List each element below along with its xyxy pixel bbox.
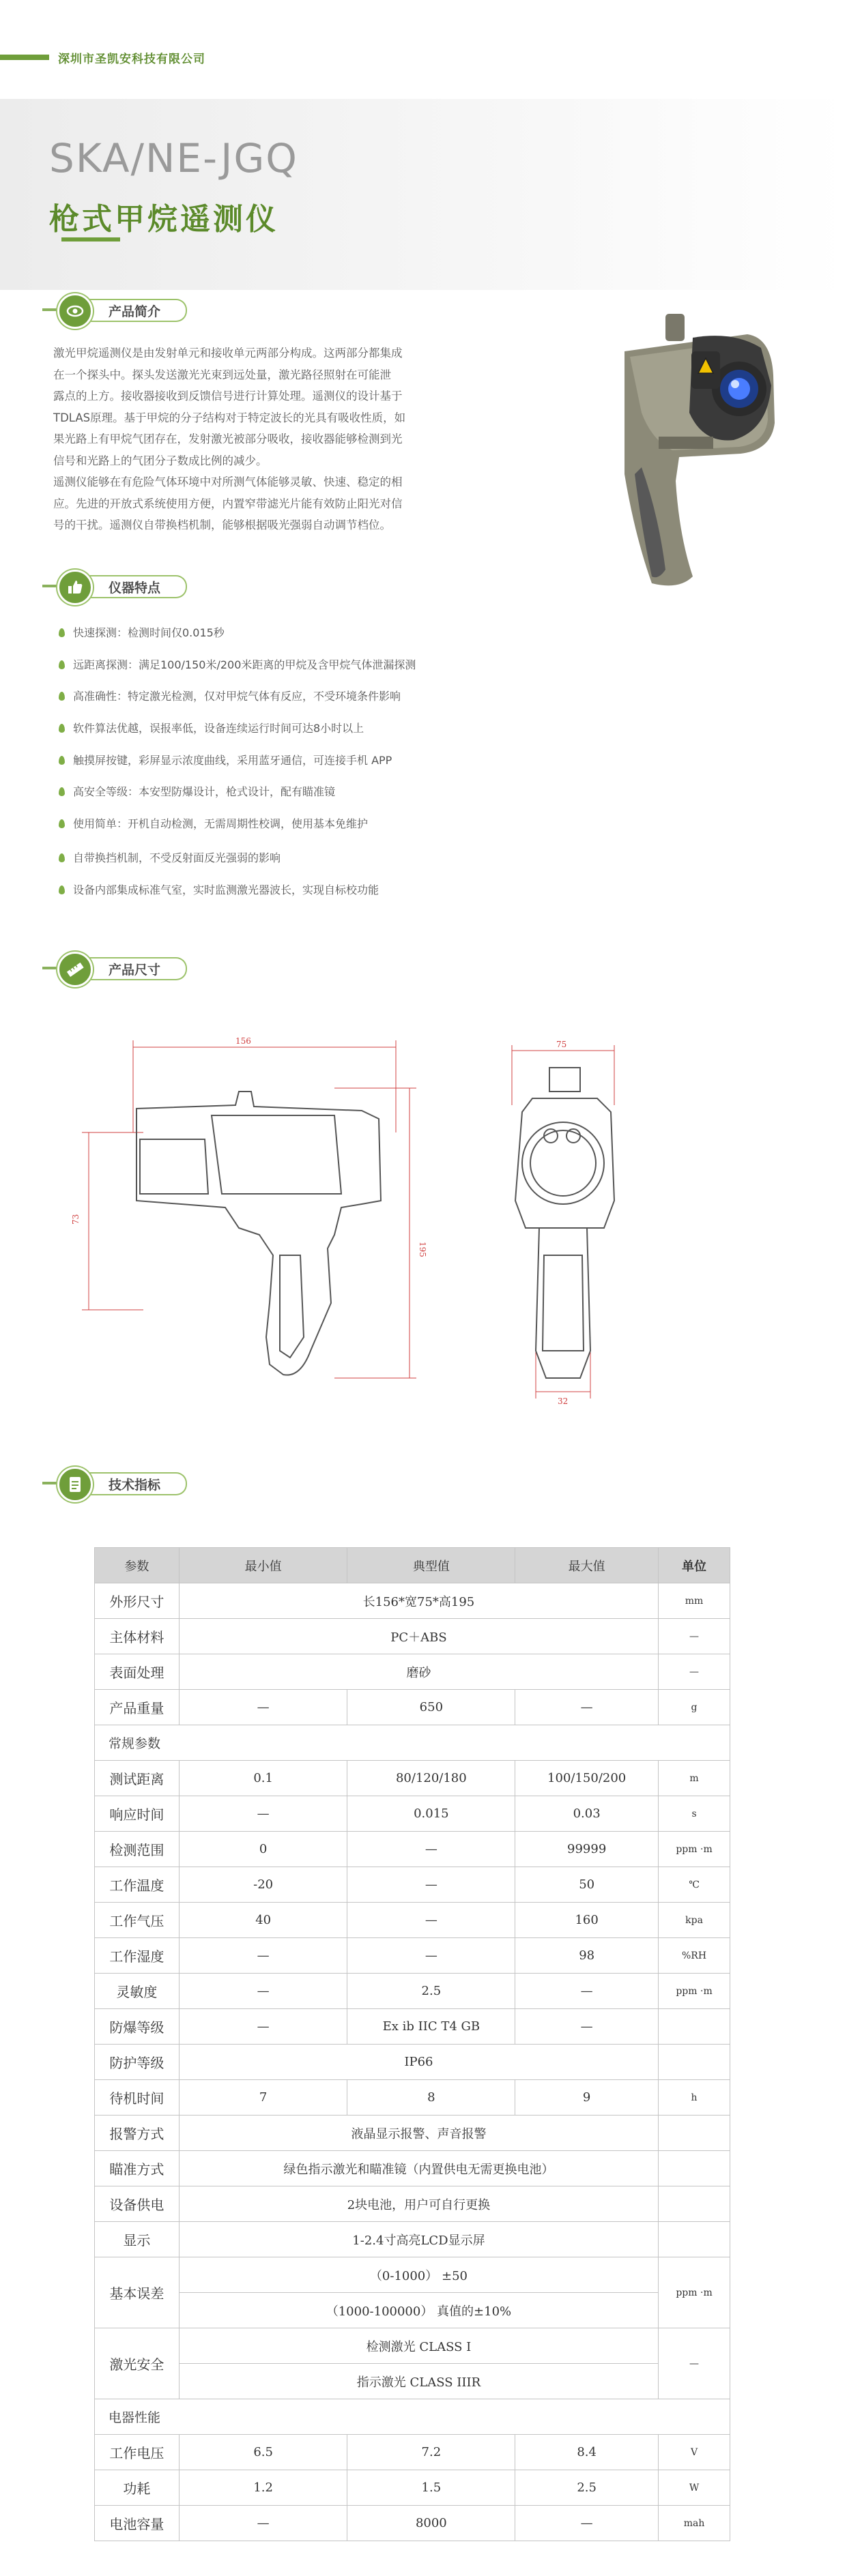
param-name: 报警方式 bbox=[95, 2116, 180, 2151]
table-row bbox=[95, 2364, 730, 2399]
param-name: 工作湿度 bbox=[95, 1938, 180, 1974]
product-title: 枪式甲烷遥测仪 bbox=[49, 202, 278, 237]
leaf-bullet-icon bbox=[59, 819, 65, 828]
table-row bbox=[95, 2399, 730, 2435]
max-value: 2.5 bbox=[515, 2470, 659, 2506]
model-number: SKA/NE-JGQ bbox=[49, 135, 298, 181]
typ-value: 7.2 bbox=[347, 2435, 515, 2470]
param-name: 灵敏度 bbox=[95, 1974, 180, 2009]
min-value: 7 bbox=[179, 2080, 347, 2116]
feature-item bbox=[59, 815, 368, 831]
feature-text: 触摸屏按键，彩屏显示浓度曲线，采用蓝牙通信，可连接手机 APP bbox=[73, 754, 392, 767]
param-value: 长156*宽75*高195 bbox=[179, 1583, 658, 1619]
unit-cell: kpa bbox=[659, 1903, 730, 1938]
table-row bbox=[95, 1974, 730, 2009]
typ-value: 80/120/180 bbox=[347, 1761, 515, 1796]
section-heading-size bbox=[42, 952, 199, 984]
min-value: 6.5 bbox=[179, 2435, 347, 2470]
unit-cell: ppm ·m bbox=[659, 1974, 730, 2009]
intro-line: 在一个探头中。探头发送激光光束到远处量，激光路径照射在可能泄 bbox=[53, 368, 391, 381]
intro-line: 遥测仪能够在有危险气体环境中对所测气体能够灵敏、快速、稳定的相 bbox=[53, 475, 403, 488]
table-row bbox=[95, 2151, 730, 2186]
table-row bbox=[95, 2470, 730, 2506]
dimension-grip-width: 32 bbox=[558, 1396, 569, 1406]
table-row bbox=[95, 2116, 730, 2151]
min-value: — bbox=[179, 1796, 347, 1832]
unit-cell: — bbox=[659, 2328, 730, 2399]
max-value: — bbox=[515, 1974, 659, 2009]
min-value: — bbox=[179, 2506, 347, 2541]
table-row bbox=[95, 1583, 730, 1619]
unit-cell bbox=[659, 2186, 730, 2222]
header-param: 参数 bbox=[95, 1548, 180, 1583]
intro-line: 应。先进的开放式系统使用方便，内置窄带滤光片能有效防止阳光对信 bbox=[53, 497, 403, 510]
param-name: 产品重量 bbox=[95, 1690, 180, 1725]
feature-item bbox=[59, 720, 364, 735]
header-min: 最小值 bbox=[179, 1548, 347, 1583]
param-name: 激光安全 bbox=[95, 2328, 180, 2399]
table-row bbox=[95, 2506, 730, 2541]
table-row bbox=[95, 2435, 730, 2470]
table-row bbox=[95, 2293, 730, 2328]
param-name: 检测范围 bbox=[95, 1832, 180, 1867]
section-title: 产品简介 bbox=[108, 304, 160, 319]
typ-value: 8 bbox=[347, 2080, 515, 2116]
unit-cell bbox=[659, 2222, 730, 2257]
max-value: 98 bbox=[515, 1938, 659, 1974]
leaf-bullet-icon bbox=[59, 886, 65, 894]
header-max: 最大值 bbox=[515, 1548, 659, 1583]
feature-item bbox=[59, 881, 379, 897]
param-name: 功耗 bbox=[95, 2470, 180, 2506]
typ-value: 1.5 bbox=[347, 2470, 515, 2506]
feature-item bbox=[59, 688, 401, 703]
spec-table bbox=[94, 1547, 730, 2541]
param-name: 外形尺寸 bbox=[95, 1583, 180, 1619]
param-name: 显示 bbox=[95, 2222, 180, 2257]
typ-value: Ex ib IIC T4 GB bbox=[347, 2009, 515, 2045]
typ-value: — bbox=[347, 1832, 515, 1867]
table-row bbox=[95, 1690, 730, 1725]
table-row bbox=[95, 2009, 730, 2045]
min-value: — bbox=[179, 1974, 347, 2009]
max-value: 99999 bbox=[515, 1832, 659, 1867]
front-view-drawing bbox=[502, 1030, 638, 1412]
min-value: — bbox=[179, 1938, 347, 1974]
feature-item bbox=[59, 752, 392, 767]
subsection-title: 常规参数 bbox=[95, 1725, 730, 1761]
intro-line: 号的干扰。遥测仪自带换档机制，能够根据吸光强弱自动调节档位。 bbox=[53, 518, 391, 531]
typ-value: — bbox=[347, 1867, 515, 1903]
min-value: — bbox=[179, 2009, 347, 2045]
unit-cell bbox=[659, 2151, 730, 2186]
unit-cell: mah bbox=[659, 2506, 730, 2541]
section-title: 技术指标 bbox=[108, 1478, 160, 1493]
side-view-drawing bbox=[71, 1030, 457, 1412]
section-title: 仪器特点 bbox=[108, 581, 160, 596]
intro-text bbox=[53, 342, 470, 536]
min-value: -20 bbox=[179, 1867, 347, 1903]
table-row bbox=[95, 2186, 730, 2222]
unit-cell bbox=[659, 2009, 730, 2045]
param-value: 绿色指示激光和瞄准镜（内置供电无需更换电池） bbox=[179, 2151, 658, 2186]
unit-cell bbox=[659, 2045, 730, 2080]
param-name: 表面处理 bbox=[95, 1654, 180, 1690]
unit-cell: h bbox=[659, 2080, 730, 2116]
dimension-grip: 73 bbox=[71, 1214, 81, 1225]
table-row bbox=[95, 2045, 730, 2080]
header-unit: 单位 bbox=[659, 1548, 730, 1583]
param-name: 基本误差 bbox=[95, 2257, 180, 2328]
param-value: 指示激光 CLASS IIIR bbox=[179, 2364, 658, 2399]
unit-cell: ppm ·m bbox=[659, 1832, 730, 1867]
table-row bbox=[95, 1654, 730, 1690]
leaf-bullet-icon bbox=[59, 756, 65, 765]
feature-text: 远距离探测：满足100/150米/200米距离的甲烷及含甲烷气体泄漏探测 bbox=[73, 658, 416, 671]
param-value: （1000-100000） 真值的±10% bbox=[179, 2293, 658, 2328]
intro-line: TDLAS原理。基于甲烷的分子结构对于特定波长的光具有吸收性质，如 bbox=[53, 411, 406, 424]
table-row bbox=[95, 1938, 730, 1974]
dimension-length: 156 bbox=[235, 1036, 251, 1046]
param-value: （0-1000） ±50 bbox=[179, 2257, 658, 2293]
feature-item bbox=[59, 656, 416, 672]
typ-value: 2.5 bbox=[347, 1974, 515, 2009]
feature-text: 高安全等级：本安型防爆设计，枪式设计，配有瞄准镜 bbox=[73, 785, 336, 798]
leaf-bullet-icon bbox=[59, 853, 65, 862]
company-name: 深圳市圣凯安科技有限公司 bbox=[58, 53, 205, 66]
table-row bbox=[95, 1867, 730, 1903]
feature-item bbox=[59, 624, 225, 640]
unit-cell: — bbox=[659, 1654, 730, 1690]
param-value: PC＋ABS bbox=[179, 1619, 658, 1654]
max-value: — bbox=[515, 2009, 659, 2045]
param-value: 检测激光 CLASS I bbox=[179, 2328, 658, 2364]
document-icon bbox=[65, 1474, 85, 1495]
table-row bbox=[95, 1725, 730, 1761]
feature-text: 使用简单：开机自动检测，无需周期性校调，使用基本免维护 bbox=[73, 817, 369, 830]
unit-cell: mm bbox=[659, 1583, 730, 1619]
table-row bbox=[95, 1832, 730, 1867]
leaf-bullet-icon bbox=[59, 724, 65, 733]
min-value: 0.1 bbox=[179, 1761, 347, 1796]
section-heading-specs bbox=[42, 1467, 199, 1499]
intro-line: 果光路上有甲烷气团存在，发射激光被部分吸收，接收器能够检测到光 bbox=[53, 433, 403, 445]
param-name: 测试距离 bbox=[95, 1761, 180, 1796]
leaf-bullet-icon bbox=[59, 660, 65, 669]
header-typ: 典型值 bbox=[347, 1548, 515, 1583]
title-underline bbox=[61, 237, 120, 241]
unit-cell: s bbox=[659, 1796, 730, 1832]
max-value: 50 bbox=[515, 1867, 659, 1903]
feature-text: 设备内部集成标准气室，实时监测激光器波长，实现自标校功能 bbox=[73, 883, 379, 896]
dimension-height: 195 bbox=[418, 1242, 427, 1257]
section-heading-intro bbox=[42, 293, 199, 326]
section-heading-features bbox=[42, 570, 199, 602]
ruler-icon bbox=[65, 959, 85, 980]
feature-item bbox=[59, 849, 281, 865]
feature-text: 快速探测：检测时间仅0.015秒 bbox=[73, 626, 225, 639]
subsection-title: 电器性能 bbox=[95, 2399, 730, 2435]
max-value: 100/150/200 bbox=[515, 1761, 659, 1796]
unit-cell: %RH bbox=[659, 1938, 730, 1974]
param-name: 待机时间 bbox=[95, 2080, 180, 2116]
param-name: 响应时间 bbox=[95, 1796, 180, 1832]
intro-line: 激光甲烷遥测仪是由发射单元和接收单元两部分构成。这两部分都集成 bbox=[53, 347, 403, 360]
product-image bbox=[577, 310, 781, 597]
param-name: 主体材料 bbox=[95, 1619, 180, 1654]
section-title: 产品尺寸 bbox=[108, 963, 160, 978]
param-name: 瞄准方式 bbox=[95, 2151, 180, 2186]
param-name: 工作电压 bbox=[95, 2435, 180, 2470]
unit-cell: W bbox=[659, 2470, 730, 2506]
max-value: — bbox=[515, 1690, 659, 1725]
feature-text: 自带换挡机制，不受反射面反光强弱的影响 bbox=[73, 851, 281, 864]
unit-cell: ℃ bbox=[659, 1867, 730, 1903]
header-accent-bar bbox=[0, 55, 49, 60]
table-row bbox=[95, 1619, 730, 1654]
table-row bbox=[95, 2080, 730, 2116]
unit-cell bbox=[659, 2116, 730, 2151]
min-value: 40 bbox=[179, 1903, 347, 1938]
feature-text: 高准确性：特定激光检测，仅对甲烷气体有反应，不受环境条件影响 bbox=[73, 690, 401, 703]
table-header-row bbox=[95, 1548, 730, 1583]
param-name: 防爆等级 bbox=[95, 2009, 180, 2045]
param-name: 工作气压 bbox=[95, 1903, 180, 1938]
max-value: — bbox=[515, 2506, 659, 2541]
typ-value: — bbox=[347, 1903, 515, 1938]
feature-text: 软件算法优越，误报率低，设备连续运行时间可达8小时以上 bbox=[73, 722, 364, 735]
max-value: 160 bbox=[515, 1903, 659, 1938]
typ-value: — bbox=[347, 1938, 515, 1974]
param-name: 工作温度 bbox=[95, 1867, 180, 1903]
unit-cell: — bbox=[659, 1619, 730, 1654]
min-value: — bbox=[179, 1690, 347, 1725]
unit-cell: ppm ·m bbox=[659, 2257, 730, 2328]
unit-cell: m bbox=[659, 1761, 730, 1796]
typ-value: 8000 bbox=[347, 2506, 515, 2541]
param-value: IP66 bbox=[179, 2045, 658, 2080]
table-row bbox=[95, 2328, 730, 2364]
unit-cell: V bbox=[659, 2435, 730, 2470]
leaf-bullet-icon bbox=[59, 692, 65, 701]
leaf-bullet-icon bbox=[59, 628, 65, 637]
max-value: 0.03 bbox=[515, 1796, 659, 1832]
feature-item bbox=[59, 783, 335, 799]
thumbs-up-icon bbox=[65, 577, 85, 598]
param-value: 液晶显示报警、声音报警 bbox=[179, 2116, 658, 2151]
min-value: 0 bbox=[179, 1832, 347, 1867]
param-value: 1-2.4寸高亮LCD显示屏 bbox=[179, 2222, 658, 2257]
max-value: 9 bbox=[515, 2080, 659, 2116]
leaf-bullet-icon bbox=[59, 787, 65, 796]
typ-value: 650 bbox=[347, 1690, 515, 1725]
max-value: 8.4 bbox=[515, 2435, 659, 2470]
intro-line: 露点的上方。接收器接收到反馈信号进行计算处理。遥测仪的设计基于 bbox=[53, 390, 403, 402]
dimension-width: 75 bbox=[556, 1040, 567, 1049]
unit-cell: g bbox=[659, 1690, 730, 1725]
table-row bbox=[95, 1903, 730, 1938]
table-row bbox=[95, 1761, 730, 1796]
typ-value: 0.015 bbox=[347, 1796, 515, 1832]
table-row bbox=[95, 1796, 730, 1832]
intro-line: 信号和光路上的气团分子数成比例的减少。 bbox=[53, 454, 268, 467]
table-row bbox=[95, 2257, 730, 2293]
param-value: 磨砂 bbox=[179, 1654, 658, 1690]
eye-icon bbox=[65, 301, 85, 321]
table-row bbox=[95, 2222, 730, 2257]
param-value: 2块电池，用户可自行更换 bbox=[179, 2186, 658, 2222]
param-name: 防护等级 bbox=[95, 2045, 180, 2080]
param-name: 设备供电 bbox=[95, 2186, 180, 2222]
min-value: 1.2 bbox=[179, 2470, 347, 2506]
param-name: 电池容量 bbox=[95, 2506, 180, 2541]
